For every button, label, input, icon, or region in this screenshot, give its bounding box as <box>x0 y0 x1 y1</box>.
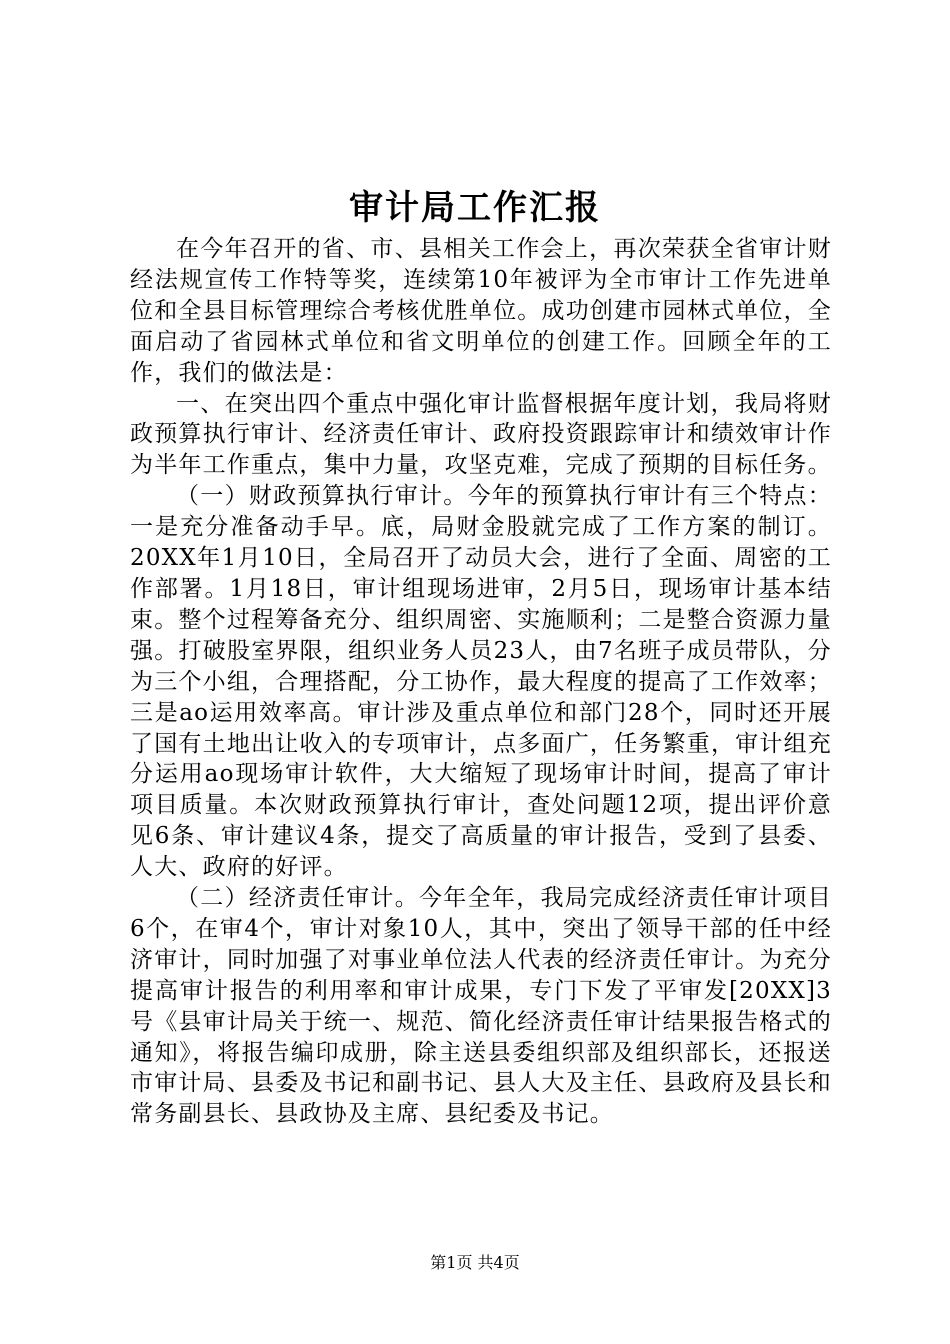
paragraph-economic-responsibility-audit: （二）经济责任审计。今年全年，我局完成经济责任审计项目6个，在审4个，审计对象10人，其中，突出了领导干部的任中经济审计，同时加强了对事业单位法人代表的经济责任审计。为充分提高审计报告的利用率和审计成果，专门下发了平审发[20XX]3号《县审计局关于统一、规范、简化经济责任审计结果报告格式的通知》，将报告编印成册，除主送县委组织部及组织部长，还报送市审计局、县委及书记和副书记、县人大及主任、县政府及县长和常务副县长、县政协及主席、县纪委及书记。 <box>130 885 832 1128</box>
paragraph-intro: 在今年召开的省、市、县相关工作会上，再次荣获全省审计财经法规宣传工作特等奖，连续第10年被评为全市审计工作先进单位和全县目标管理综合考核优胜单位。成功创建市园林式单位，全面启动了省园林式单位和省文明单位的创建工作。回顾全年的工作，我们的做法是： <box>130 236 832 386</box>
document-body <box>130 234 832 1130</box>
document-title: 审计局工作汇报 <box>349 188 601 228</box>
paragraph-section-one: 一、在突出四个重点中强化审计监督根据年度计划，我局将财政预算执行审计、经济责任审计、政府投资跟踪审计和绩效审计作为半年工作重点，集中力量，攻坚克难，完成了预期的目标任务。 <box>130 390 832 479</box>
paragraph-budget-audit: （一）财政预算执行审计。今年的预算执行审计有三个特点：一是充分准备动手早。底，局财金股就完成了工作方案的制订。20XX年1月10日，全局召开了动员大会，进行了全面、周密的工作部署。1月18日，审计组现场进审，2月5日，现场审计基本结束。整个过程筹备充分、组织周密、实施顺利；二是整合资源力量强。打破股室界限，组织业务人员23人，由7名班子成员带队，分为三个小组，合理搭配，分工协作，最大程度的提高了工作效率；三是ao运用效率高。审计涉及重点单位和部门28个，同时还开展了国有土地出让收入的专项审计，点多面广，任务繁重，审计组充分运用ao现场审计软件，大大缩短了现场审计时间，提高了审计项目质量。本次财政预算执行审计，查处问题12项，提出评价意见6条、审计建议4条，提交了高质量的审计报告，受到了县委、人大、政府的好评。 <box>130 483 832 881</box>
page-number-footer: 第1页 共4页 <box>430 1253 520 1272</box>
